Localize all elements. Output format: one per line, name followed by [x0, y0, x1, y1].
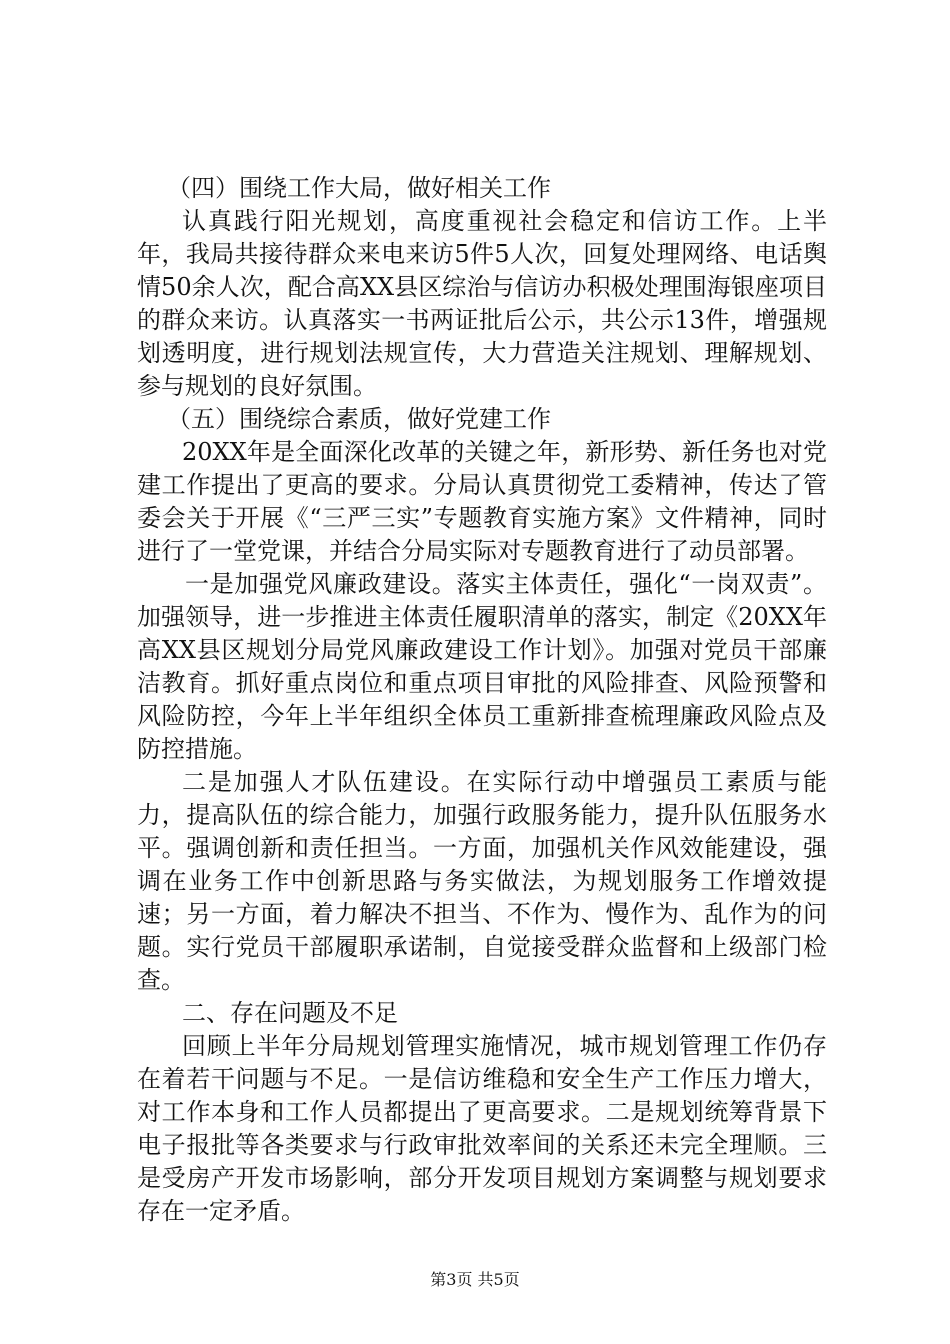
section-heading-problems: 二、存在问题及不足 — [182, 999, 398, 1027]
paragraph-talent-building: 二是加强人才队伍建设。在实际行动中增强员工素质与能力，提高队伍的综合能力，加强行政服务能力，提升队伍服务水平。强调创新和责任担当。一方面，加强机关作风效能建设，强调在业务工作中创新思路与务实做法，为规划服务工作增效提速；另一方面，着力解决不担当、不作为、慢作为、乱作为的问题。实行党员干部履职承诺制，自觉接受群众监督和上级部门检查。 — [137, 768, 827, 994]
paragraph-petition-work: 认真践行阳光规划，高度重视社会稳定和信访工作。上半年，我局共接待群众来电来访5件5人次，回复处理网络、电话舆情50余人次，配合高XX县区综治与信访办积极处理围海银座项目的群众来访。认真落实一书两证批后公示，共公示13件，增强规划透明度，进行规划法规宣传，大力营造关注规划、理解规划、参与规划的良好氛围。 — [137, 207, 827, 400]
document-body — [137, 172, 827, 1228]
section-heading-four: （四）围绕工作大局，做好相关工作 — [167, 174, 551, 202]
page-number-footer: 第3页 共5页 — [430, 1270, 520, 1289]
paragraph-integrity-building: 一是加强党风廉政建设。落实主体责任，强化“一岗双责”。加强领导，进一步推进主体责任履职清单的落实，制定《20XX年高XX县区规划分局党风廉政建设工作计划》。加强对党员干部廉洁教育。抓好重点岗位和重点项目审批的风险排查、风险预警和风险防控，今年上半年组织全体员工重新排查梳理廉政风险点及防控措施。 — [137, 570, 827, 763]
section-heading-five: （五）围绕综合素质，做好党建工作 — [167, 405, 551, 433]
paragraph-party-building: 20XX年是全面深化改革的关键之年，新形势、新任务也对党建工作提出了更高的要求。分局认真贯彻党工委精神，传达了管委会关于开展《“三严三实”专题教育实施方案》文件精神，同时进行了一堂党课，并结合分局实际对专题教育进行了动员部署。 — [137, 438, 827, 565]
paragraph-problems: 回顾上半年分局规划管理实施情况，城市规划管理工作仍存在着若干问题与不足。一是信访维稳和安全生产工作压力增大，对工作本身和工作人员都提出了更高要求。二是规划统筹背景下电子报批等各类要求与行政审批效率间的关系还未完全理顺。三是受房产开发市场影响，部分开发项目规划方案调整与规划要求存在一定矛盾。 — [137, 1032, 827, 1225]
